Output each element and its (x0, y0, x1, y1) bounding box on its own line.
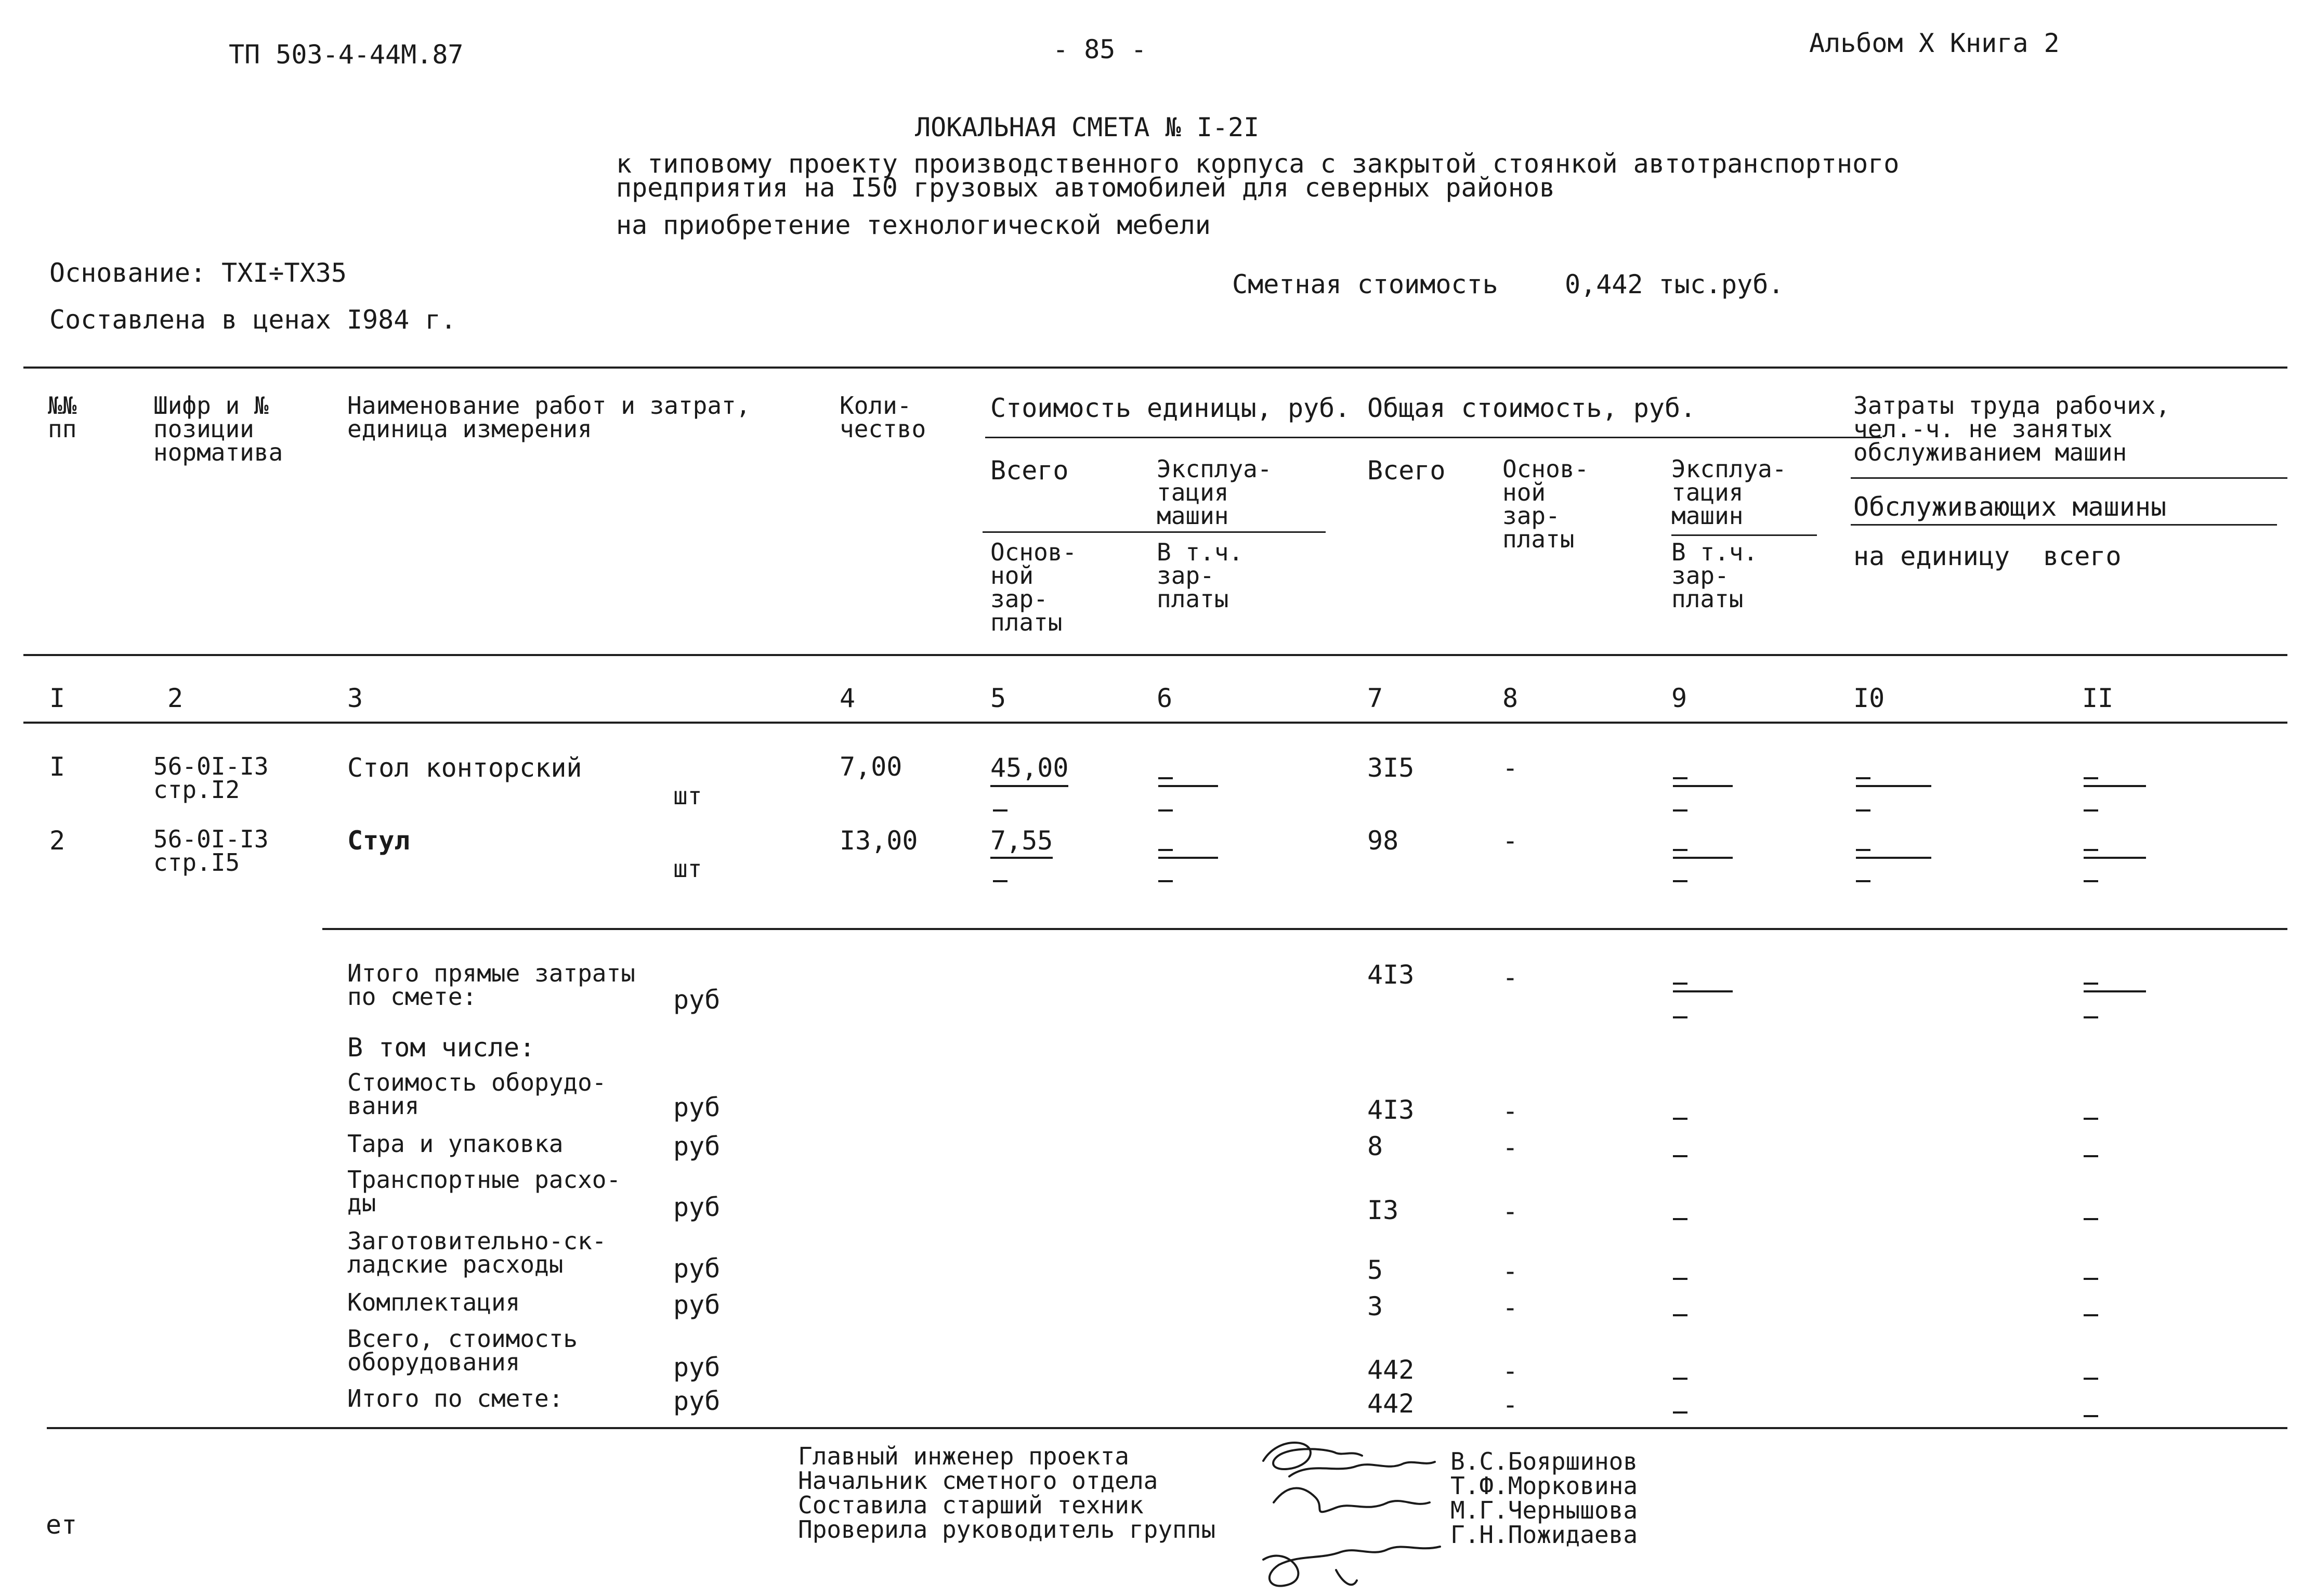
dash (1673, 1016, 1687, 1018)
summary-item-unit: руб (673, 1386, 721, 1416)
summary-item-label: Комплектация (347, 1288, 520, 1316)
underline (2084, 857, 2146, 859)
underline (990, 785, 1068, 787)
summary-item-total: 5 (1367, 1255, 1383, 1285)
row-total: 3I5 (1367, 753, 1415, 783)
underline (990, 857, 1053, 859)
row-code: 56-0I-I3 стр.I2 (153, 752, 269, 804)
summary-item-label: Всего, стоимость оборудования (347, 1325, 578, 1377)
summary-item-total: 3 (1367, 1291, 1383, 1322)
dash (1158, 777, 1173, 779)
col-total-wage-header: Основ- ной зар- платы (1502, 455, 1589, 554)
dash (1673, 1118, 1687, 1120)
page-number: - 85 - (1053, 34, 1147, 64)
album-label: Альбом X Книга 2 (1809, 28, 2060, 58)
col-unit-wage-header: Основ- ной зар- платы (990, 538, 1077, 637)
header-rule-labor (1851, 477, 2287, 479)
dash (2084, 809, 2098, 812)
summary-item-wage: - (1502, 1132, 1519, 1162)
estimate-title: ЛОКАЛЬНАЯ СМЕТА № I-2I (915, 112, 1260, 142)
row-unit: шт (673, 855, 702, 883)
col-number: 9 (1671, 683, 1687, 713)
dash (1673, 1155, 1687, 1157)
row-name: Стол конторский (347, 753, 582, 783)
col-total-incl-header: В т.ч. зар- платы (1671, 538, 1758, 613)
underline (1158, 785, 1218, 787)
dash (1673, 849, 1687, 851)
dash (1673, 1411, 1687, 1414)
row-unit-total: 7,55 (990, 826, 1053, 856)
underline (1673, 785, 1733, 787)
underline (1158, 857, 1218, 859)
summary-item-label: Итого по смете: (347, 1384, 564, 1412)
row-num: 2 (49, 826, 66, 856)
dash (2084, 777, 2098, 779)
summary-item-total: 4I3 (1367, 1095, 1415, 1125)
title-line-3: на приобретение технологической мебели (616, 210, 1211, 240)
summary-item-wage: - (1502, 1256, 1519, 1286)
row-qty: 7,00 (840, 752, 902, 782)
dash (1856, 849, 1870, 851)
col-number: 3 (347, 683, 363, 713)
dash (1856, 880, 1870, 882)
summary-item-label: Стоимость оборудо- вания (347, 1068, 607, 1120)
summary-item-total: I3 (1367, 1195, 1399, 1225)
dash (2084, 1415, 2098, 1417)
direct-costs-wage: - (1502, 962, 1519, 992)
col-qty-header: Коли- чество (840, 391, 926, 443)
document-code: ТП 503-4-44М.87 (229, 40, 464, 70)
col-num-header: №№ пп (48, 391, 77, 443)
row-unit-total: 45,00 (990, 753, 1069, 783)
summary-item-unit: руб (673, 1253, 721, 1284)
col-total-machines-header: Эксплуа- тация машин (1671, 455, 1787, 530)
dash (1673, 1314, 1687, 1316)
col-labor-header: Затраты труда рабочих, чел.-ч. не занятых обслуживанием машин (1853, 391, 2170, 467)
dash (2084, 1314, 2098, 1316)
underline (1673, 990, 1733, 992)
dash (2084, 1218, 2098, 1220)
dash (1856, 777, 1870, 779)
direct-costs-unit: руб (673, 985, 721, 1015)
column-numbers-rule (23, 722, 2287, 724)
dash (1673, 809, 1687, 812)
col-labor-serv-header: Обслуживающих машины (1853, 492, 2167, 522)
summary-item-total: 8 (1367, 1131, 1383, 1161)
prices-label: Составлена в ценах I984 г. (49, 305, 456, 335)
summary-item-wage: - (1502, 1356, 1519, 1386)
summary-item-label: Транспортные расхо- ды (347, 1166, 621, 1218)
table-top-rule (23, 367, 2287, 369)
row-total: 98 (1367, 826, 1399, 856)
col-number: I (49, 683, 66, 713)
summary-rule (322, 928, 2287, 930)
dash (1158, 849, 1173, 851)
row-unit: шт (673, 782, 702, 810)
title-line-2: предприятия на I50 грузовых автомобилей для северных районов (616, 173, 1555, 203)
dash (993, 809, 1007, 812)
dash (2084, 1155, 2098, 1157)
col-number: I0 (1853, 683, 1885, 713)
table-bottom-rule (47, 1427, 2287, 1429)
dash (2084, 1016, 2098, 1018)
header-rule-total-machines (1671, 534, 1817, 536)
direct-costs-total: 4I3 (1367, 960, 1415, 990)
basis-label: Основание: ТХI÷ТХ35 (49, 258, 347, 288)
col-total-cost-header: Общая стоимость, руб. (1367, 393, 1696, 423)
col-number: 4 (840, 683, 856, 713)
col-number: 8 (1502, 683, 1519, 713)
header-bottom-rule (23, 654, 2287, 656)
dash (1673, 880, 1687, 882)
col-number: II (2082, 683, 2114, 713)
summary-item-label: Тара и упаковка (347, 1130, 564, 1158)
title-line-1: к типовому проекту производственного корпуса с закрытой стоянкой автотранспортного (616, 149, 1900, 179)
summary-item-wage: - (1502, 1096, 1519, 1126)
col-number: 5 (990, 683, 1006, 713)
handwritten-signatures (1232, 1424, 1450, 1596)
estimated-cost-label: Сметная стоимость (1232, 269, 1498, 299)
including-label: В том числе: (347, 1032, 535, 1063)
col-labor-unit-header: на единицу (1853, 541, 2010, 571)
dash (1158, 880, 1173, 882)
row-name: Стул (347, 826, 410, 856)
summary-item-unit: руб (673, 1192, 721, 1222)
summary-item-wage: - (1502, 1390, 1519, 1420)
summary-item-unit: руб (673, 1290, 721, 1320)
dash (2084, 849, 2098, 851)
dash (2084, 983, 2098, 985)
col-unit-incl-header: В т.ч. зар- платы (1157, 538, 1244, 613)
dash (1673, 983, 1687, 985)
footer-mark: ет (46, 1510, 77, 1540)
underline (2084, 990, 2146, 992)
dash (993, 880, 1007, 882)
header-rule-serv (1851, 524, 2277, 526)
dash (1856, 809, 1870, 812)
dash (2084, 1278, 2098, 1280)
col-unit-total-header: Всего (990, 455, 1069, 486)
col-labor-all-header: всего (2043, 541, 2122, 571)
dash (1673, 1378, 1687, 1380)
col-unit-cost-header: Стоимость единицы, руб. (990, 393, 1351, 423)
underline (1856, 785, 1931, 787)
col-code-header: Шифр и № позиции норматива (153, 391, 283, 467)
row-wage: - (1502, 753, 1519, 783)
dash (2084, 1378, 2098, 1380)
col-total-all-header: Всего (1367, 455, 1446, 486)
row-code: 56-0I-I3 стр.I5 (153, 825, 269, 877)
dash (1158, 809, 1173, 812)
dash (1673, 1278, 1687, 1280)
signature-names: В.С.Бояршинов Т.Ф.Морковина М.Г.Чернышова Г.Н.Пожидаева (1450, 1447, 1638, 1549)
col-number: 6 (1157, 683, 1173, 713)
row-num: I (49, 752, 66, 782)
summary-item-wage: - (1502, 1292, 1519, 1323)
col-number: 2 (167, 683, 184, 713)
dash (1673, 777, 1687, 779)
direct-costs-label: Итого прямые затраты по смете: (347, 959, 635, 1011)
summary-item-label: Заготовительно-ск- ладские расходы (347, 1227, 607, 1279)
dash (2084, 880, 2098, 882)
row-wage: - (1502, 826, 1519, 856)
summary-item-unit: руб (673, 1352, 721, 1382)
header-rule-cost (985, 437, 1882, 438)
row-qty: I3,00 (840, 826, 918, 856)
underline (1856, 857, 1931, 859)
dash (1673, 1218, 1687, 1220)
underline (2084, 785, 2146, 787)
summary-item-total: 442 (1367, 1355, 1415, 1385)
col-unit-machines-header: Эксплуа- тация машин (1157, 455, 1272, 530)
summary-item-total: 442 (1367, 1389, 1415, 1419)
estimated-cost-value: 0,442 тыс.руб. (1565, 269, 1784, 299)
summary-item-wage: - (1502, 1196, 1519, 1226)
col-name-header: Наименование работ и затрат, единица измерения (347, 391, 751, 443)
col-number: 7 (1367, 683, 1383, 713)
dash (2084, 1118, 2098, 1120)
summary-item-unit: руб (673, 1092, 721, 1122)
header-rule-unit-machines (983, 531, 1326, 533)
signature-roles: Главный инженер проекта Начальник сметного отдела Составила старший техник Проверила руководитель группы (798, 1442, 1216, 1543)
summary-item-unit: руб (673, 1131, 721, 1161)
underline (1673, 857, 1733, 859)
